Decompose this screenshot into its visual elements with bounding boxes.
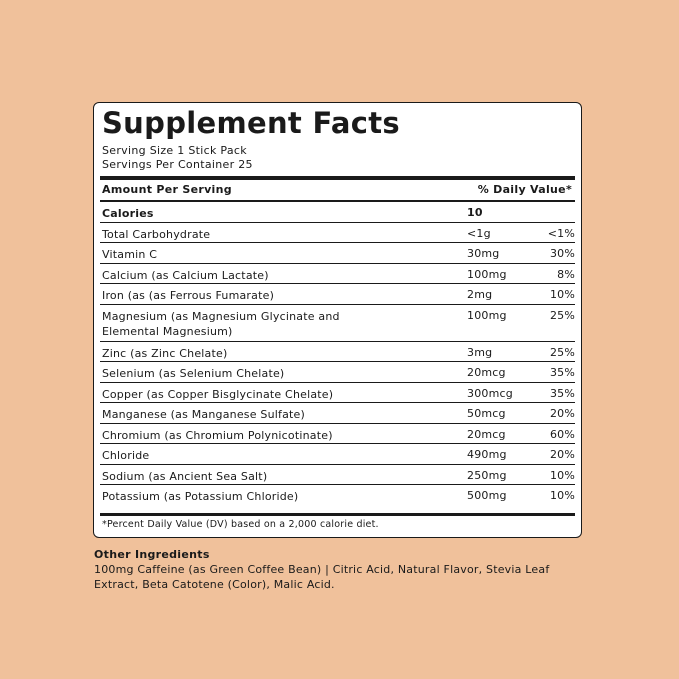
nutrient-amount: <1g (467, 226, 491, 240)
nutrient-daily-value: 8% (557, 267, 575, 281)
table-row (100, 362, 575, 383)
nutrient-amount: 20mcg (467, 427, 506, 441)
nutrient-name: Magnesium (as Magnesium Glycinate and (102, 309, 340, 323)
table-row (100, 284, 575, 305)
serving-size: Serving Size 1 Stick Pack (102, 144, 247, 157)
nutrient-amount: 100mg (467, 267, 507, 281)
nutrient-daily-value: <1% (547, 226, 575, 240)
table-row (100, 485, 575, 506)
nutrient-amount: 3mg (467, 345, 493, 359)
nutrient-daily-value: 35% (549, 386, 575, 400)
nutrient-name: Selenium (as Selenium Chelate) (102, 367, 285, 380)
thick-rule-bottom (100, 513, 575, 516)
nutrient-name: Zinc (as Zinc Chelate) (102, 346, 228, 360)
table-row (100, 243, 575, 264)
thick-rule-top (100, 176, 575, 180)
nutrient-daily-value: 30% (549, 247, 575, 260)
nutrient-amount: 30mg (467, 247, 500, 260)
nutrient-name: Calcium (as Calcium Lactate) (102, 268, 269, 282)
table-row (100, 403, 575, 424)
nutrient-amount: 10 (467, 206, 483, 219)
nutrient-daily-value: 10% (549, 489, 575, 502)
nutrient-daily-value: 10% (549, 468, 575, 482)
panel-title: Supplement Facts (102, 106, 400, 140)
table-row (100, 444, 575, 465)
nutrient-name-continued: Elemental Magnesium) (102, 324, 233, 338)
nutrient-daily-value: 10% (549, 288, 575, 301)
nutrient-name: Sodium (as Ancient Sea Salt) (102, 469, 268, 483)
dv-footnote: *Percent Daily Value (DV) based on a 2,000 calorie diet. (102, 519, 379, 530)
other-ingredients-title: Other Ingredients (94, 548, 210, 561)
nutrient-amount: 300mcg (467, 386, 513, 400)
table-row (100, 305, 575, 342)
header-amount: Amount Per Serving (102, 183, 232, 196)
table-row (100, 342, 575, 363)
nutrient-amount: 250mg (467, 468, 507, 482)
nutrient-amount: 500mg (467, 489, 507, 502)
nutrient-daily-value: 25% (549, 308, 575, 322)
table-row (100, 202, 575, 223)
nutrient-amount: 490mg (467, 448, 507, 461)
nutrient-amount: 50mcg (467, 407, 506, 420)
nutrient-daily-value: 60% (549, 427, 575, 441)
nutrient-name: Iron (as (as Ferrous Fumarate) (102, 289, 275, 302)
table-row (100, 264, 575, 285)
header-daily-value: % Daily Value* (477, 183, 572, 196)
nutrient-name: Manganese (as Manganese Sulfate) (102, 408, 305, 421)
nutrient-amount: 20mcg (467, 366, 506, 379)
table-row (100, 383, 575, 404)
servings-per-container: Servings Per Container 25 (102, 158, 253, 171)
nutrient-name: Potassium (as Potassium Chloride) (102, 490, 299, 503)
table-row (100, 424, 575, 445)
nutrient-daily-value: 25% (549, 345, 575, 359)
nutrient-name: Copper (as Copper Bisglycinate Chelate) (102, 387, 334, 401)
nutrient-amount: 100mg (467, 308, 507, 322)
nutrient-name: Total Carbohydrate (102, 227, 211, 241)
nutrient-daily-value: 20% (549, 448, 575, 461)
nutrient-name: Vitamin C (102, 248, 158, 261)
nutrient-daily-value: 20% (549, 407, 575, 420)
nutrient-name: Chloride (102, 449, 150, 462)
supplement-facts-panel (93, 102, 582, 538)
table-row (100, 465, 575, 486)
nutrient-amount: 2mg (467, 288, 493, 301)
nutrient-name: Calories (102, 207, 154, 220)
other-ingredients-text: 100mg Caffeine (as Green Coffee Bean) | Citric Acid, Natural Flavor, Stevia Leaf Extract, Beta Catotene (Color), Malic Acid. (94, 563, 550, 591)
nutrient-name: Chromium (as Chromium Polynicotinate) (102, 428, 333, 442)
table-row (100, 223, 575, 244)
nutrient-daily-value: 35% (549, 366, 575, 379)
